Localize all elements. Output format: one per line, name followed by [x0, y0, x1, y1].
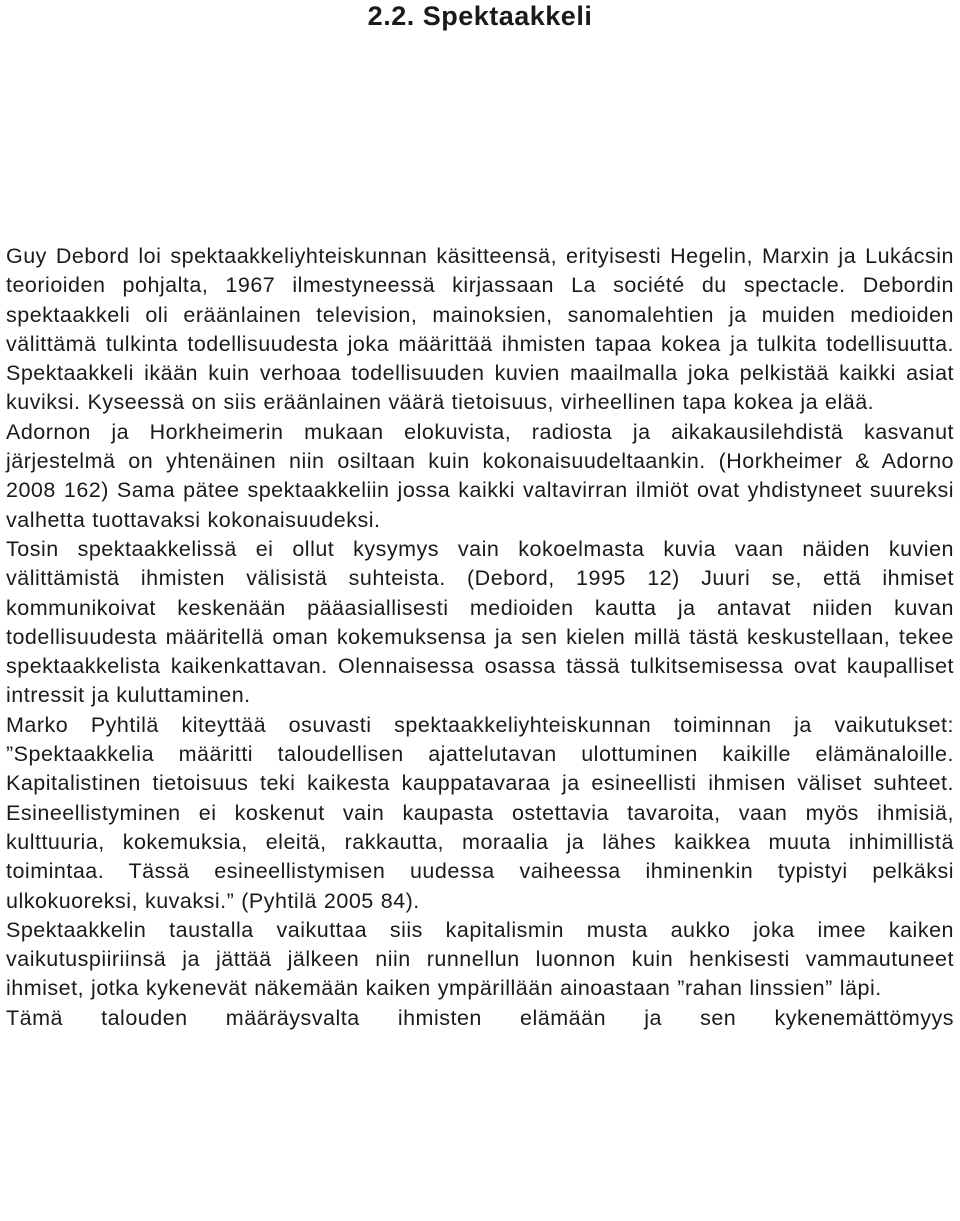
paragraph-adorno-horkheimer: Adornon ja Horkheimerin mukaan elokuvista, radiosta ja aikakausilehdistä kasvanut järjestelmä on yhtenäinen niin osiltaan kuin kokonaisuudeltaankin. (Horkheimer & Adorno 2008 162) Sama pätee spektaakkeliin jossa kaikki valtavirran ilmiöt ovat yhdistyneet suureksi valhetta tuottavaksi kokonaisuudeksi. — [6, 419, 954, 532]
paragraph-pyhtila-quote: Marko Pyhtilä kiteyttää osuvasti spektaakkeliyhteiskunnan toiminnan ja vaikutukset: ”Spektaakkelia määritti taloudellisen ajattelutavan ulottuminen kaikille elämänaloille. Kapitalistinen tietoisuus teki kaikesta kauppatavaraa ja esineellisti ihmisen väliset suhteet. Esineellistyminen ei koskenut vain kaupasta ostettavia tavaroita, vaan myös ihmisiä, kulttuuria, kokemuksia, eleitä, rakkautta, moraalia ja lähes kaikkea muuta inhimillistä toimintaa. Tässä esineellistymisen uudessa vaiheessa ihminenkin typistyi pelkäksi ulkokuoreksi, kuvaksi.” (Pyhtilä 2005 84). — [6, 712, 954, 913]
paragraph-debord-concept: Guy Debord loi spektaakkeliyhteiskunnan käsitteensä, erityisesti Hegelin, Marxin ja Lukácsin teorioiden pohjalta, 1967 ilmestyneessä kirjassaan La société du spectacle. Debordin spektaakkeli oli eräänlainen television, mainoksien, sanomalehtien ja muiden medioiden välittämä tulkinta todellisuudesta joka määrittää ihmisten tapaa kokea ja tulkita todellisuutta. Spektaakkeli ikään kuin verhoaa todellisuuden kuvien maailmalla joka pelkistää kaikki asiat kuviksi. Kyseessä on siis eräänlainen väärä tietoisuus, virheellinen tapa kokea ja elää. — [6, 244, 954, 415]
paragraph-media-relations: Tosin spektaakkelissä ei ollut kysymys vain kokoelmasta kuvia vaan näiden kuvien välittämistä ihmisten välisistä suhteista. (Debord, 1995 12) Juuri se, että ihmiset kommunikoivat keskenään pääasiallisesti medioiden kautta ja antavat niiden kuvan todellisuudesta määritellä oman kokemuksensa ja sen kielen millä tästä keskustellaan, tekee spektaakkelista kaikenkattavan. Olennaisessa osassa tässä tulkitsemisessa ovat kaupalliset intressit ja kuluttaminen. — [6, 536, 954, 708]
section-heading: 2.2. Spektaakkeli — [367, 1, 593, 31]
paragraph-economic-power: Tämä talouden määräysvalta ihmisten elämään ja sen kykenemättömyys — [6, 1005, 954, 1030]
body-text — [6, 242, 954, 1033]
paragraph-capitalism: Spektaakkelin taustalla vaikuttaa siis kapitalismin musta aukko joka imee kaiken vaikutuspiiriinsä ja jättää jälkeen niin runnellun luonnon kuin henkisesti vammautuneet ihmiset, jotka kykenevät näkemään kaiken ympärillään ainoastaan ”rahan linssien” läpi. — [6, 917, 954, 1001]
